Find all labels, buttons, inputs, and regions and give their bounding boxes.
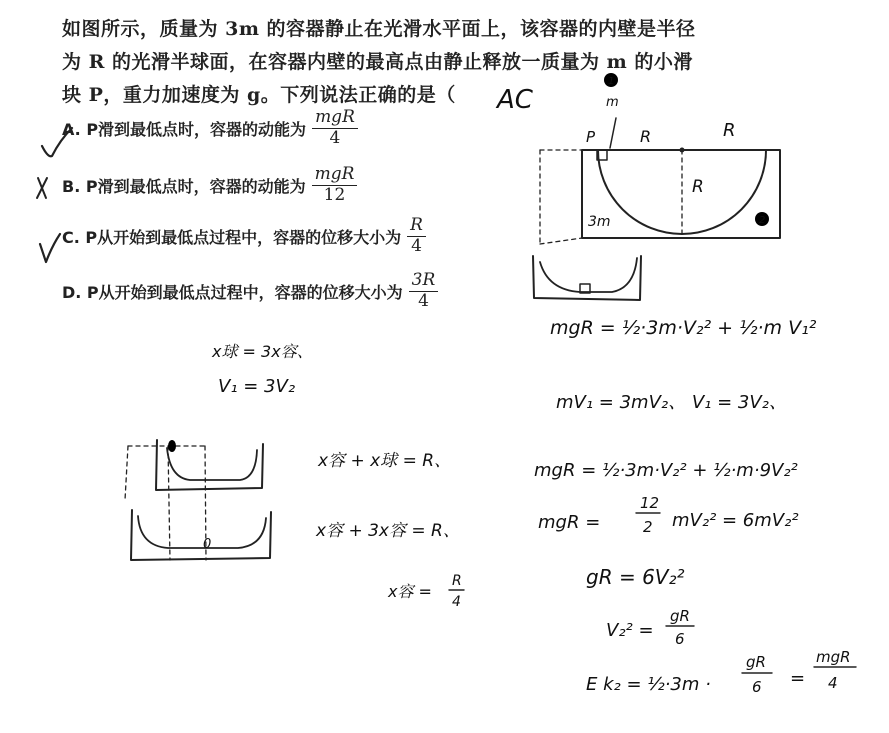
note-right-e4-num: 12 — [640, 494, 660, 512]
note-right-e7-lhs: E k₂ = ½·3m · — [586, 674, 711, 695]
displacement-sketch — [125, 440, 271, 560]
note-right-e1: mgR = ½·3m·V₂² + ½·m V₁² — [550, 317, 817, 339]
note-right-e4-rhs: mV₂² = 6mV₂² — [672, 510, 799, 531]
label-r-right: R — [723, 120, 736, 141]
option-c-denominator: 4 — [411, 235, 422, 256]
note-right-e7-num2: mgR — [816, 648, 851, 666]
note-right-e6-den: 6 — [675, 630, 685, 648]
option-d-denominator: 4 — [418, 290, 429, 311]
question-line-2: 为 R 的光滑半球面，在容器内壁的最高点由静止释放一质量为 m 的小滑 — [62, 51, 693, 73]
option-b-denominator: 12 — [323, 184, 346, 205]
sketch-dash-1 — [125, 446, 128, 500]
label-r-left: R — [640, 127, 652, 146]
container-box — [582, 150, 780, 238]
note-right-e5: gR = 6V₂² — [586, 565, 685, 589]
cross-mark-b-icon — [37, 178, 47, 198]
sketch-bowl-bottom — [138, 516, 266, 548]
connector-dash-bottom — [540, 238, 582, 244]
label-3m: 3m — [588, 214, 611, 230]
check-mark-c-icon — [40, 234, 60, 262]
note-left-eq1: x球 = 3x容、 — [212, 342, 313, 361]
option-a-denominator: 4 — [329, 127, 341, 148]
check-mark-a-icon — [42, 128, 72, 156]
option-a-text: A. P滑到最低点时，容器的动能为 — [62, 119, 307, 139]
note-right-e6-lhs: V₂² = — [606, 620, 654, 641]
note-left-eq5-lhs: x容 = — [388, 582, 432, 601]
option-b-text: B. P滑到最低点时，容器的动能为 — [62, 176, 306, 196]
note-right-e6-num: gR — [670, 607, 690, 625]
label-r-vertical: R — [692, 177, 704, 197]
note-left-eq3: x容 + x球 = R、 — [318, 451, 452, 471]
note-left-eq4: x容 + 3x容 = R、 — [316, 521, 460, 541]
option-d-numerator: 3R — [409, 271, 439, 292]
label-circle-1: 1 — [608, 76, 615, 87]
question-line-1: 如图所示，质量为 3m 的容器静止在光滑水平面上，该容器的内壁是半径 — [62, 18, 696, 40]
note-right-e4-den: 2 — [643, 518, 653, 536]
note-left-eq5-num: R — [452, 573, 462, 589]
option-c-text: C. P从开始到最低点过程中，容器的位移大小为 — [62, 227, 402, 247]
option-d-text: D. P从开始到最低点过程中，容器的位移大小为 — [62, 282, 403, 302]
center-dot — [680, 148, 685, 153]
sketch-ball-top — [168, 440, 176, 452]
option-a-numerator: mgR — [312, 108, 358, 129]
note-right-e7-eq: = — [790, 668, 806, 689]
note-right-e7-num1: gR — [746, 653, 766, 671]
sketch-ball-bottom: 0 — [203, 537, 212, 552]
option-c-numerator: R — [407, 216, 426, 237]
container-diagram — [540, 73, 780, 244]
label-m: m — [606, 95, 619, 110]
sketch-bowl-top — [167, 448, 257, 480]
note-left-eq2: V₁ = 3V₂ — [218, 376, 296, 397]
option-b-numerator: mgR — [312, 165, 358, 186]
question-line-3: 块 P，重力加速度为 g。下列说法正确的是（ — [62, 84, 456, 106]
pointer-line — [610, 118, 616, 148]
sketch-box-bottom — [131, 510, 271, 560]
note-right-e7-den1: 6 — [752, 678, 762, 696]
note-left-eq5-den: 4 — [452, 594, 461, 610]
handwritten-answer: AC — [497, 85, 533, 115]
note-right-e4-lhs: mgR = — [538, 512, 601, 533]
note-right-e7-den2: 4 — [828, 674, 838, 692]
label-circle-2: 2 — [759, 215, 766, 226]
sketch-bowl-2 — [540, 258, 637, 292]
note-right-e2: mV₁ = 3mV₂、 V₁ = 3V₂、 — [556, 392, 787, 413]
note-right-e3: mgR = ½·3m·V₂² + ½·m·9V₂² — [534, 460, 798, 481]
label-p: P — [586, 128, 596, 146]
